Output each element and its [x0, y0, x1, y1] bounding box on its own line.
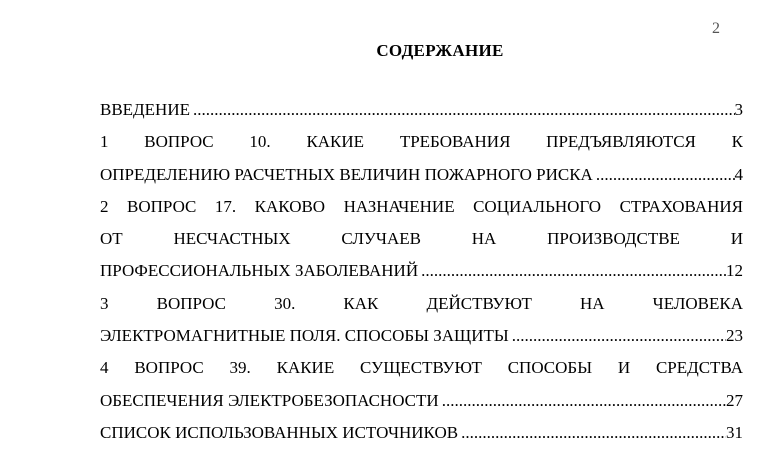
- toc-entry-title-line: 4 ВОПРОС 39. КАКИЕ СУЩЕСТВУЮТ СПОСОБЫ И СРЕДСТВА: [100, 358, 743, 378]
- dot-leader: [509, 320, 726, 352]
- toc-entry-references[interactable]: [100, 417, 743, 449]
- toc-entry-final-line: [100, 417, 743, 449]
- toc-entry-final-line: [100, 159, 743, 191]
- toc-page-number: 27: [726, 390, 743, 410]
- toc-entry-final-line: [100, 320, 743, 352]
- dot-leader: [418, 255, 726, 287]
- toc-entry-final-line: [100, 94, 743, 126]
- toc-entry-question-39[interactable]: [100, 352, 743, 417]
- toc-entry-question-17[interactable]: [100, 191, 743, 288]
- document-title: СОДЕРЖАНИЕ: [376, 41, 504, 60]
- toc-entry-introduction[interactable]: [100, 94, 743, 126]
- toc-entry-question-30[interactable]: [100, 288, 743, 353]
- table-of-contents: [100, 94, 743, 449]
- toc-entry-title-line: 1 ВОПРОС 10. КАКИЕ ТРЕБОВАНИЯ ПРЕДЪЯВЛЯЮТСЯ К: [100, 132, 743, 152]
- toc-entry-title: ЭЛЕКТРОМАГНИТНЫЕ ПОЛЯ. СПОСОБЫ ЗАЩИТЫ: [100, 326, 509, 346]
- dot-leader: [593, 159, 735, 191]
- toc-entry-title: ОБЕСПЕЧЕНИЯ ЭЛЕКТРОБЕЗОПАСНОСТИ: [100, 390, 439, 410]
- toc-entry-final-line: [100, 255, 743, 287]
- dot-leader: [458, 417, 726, 449]
- toc-page-number: 4: [734, 164, 743, 184]
- toc-page-number: 3: [734, 100, 743, 119]
- toc-entry-title: ПРОФЕССИОНАЛЬНЫХ ЗАБОЛЕВАНИЙ: [100, 261, 419, 281]
- toc-entry-title: ОПРЕДЕЛЕНИЮ РАСЧЕТНЫХ ВЕЛИЧИН ПОЖАРНОГО РИСКА: [100, 164, 593, 184]
- toc-entry-title: ВВЕДЕНИЕ: [100, 100, 190, 119]
- toc-page-number: 23: [726, 326, 743, 346]
- toc-entry-title-line: 3 ВОПРОС 30. КАК ДЕЙСТВУЮТ НА ЧЕЛОВЕКА: [100, 293, 743, 313]
- toc-entry-title-line: 2 ВОПРОС 17. КАКОВО НАЗНАЧЕНИЕ СОЦИАЛЬНОГО СТРАХОВАНИЯ: [100, 196, 743, 216]
- toc-page-number: 12: [726, 261, 743, 281]
- toc-entry-final-line: [100, 385, 743, 417]
- dot-leader: [190, 94, 735, 126]
- toc-entry-title: СПИСОК ИСПОЛЬЗОВАННЫХ ИСТОЧНИКОВ: [100, 422, 459, 442]
- dot-leader: [439, 385, 726, 417]
- toc-entry-question-10[interactable]: [100, 126, 743, 191]
- page-number: 2: [712, 20, 720, 37]
- toc-entry-title-line: ОТ НЕСЧАСТНЫХ СЛУЧАЕВ НА ПРОИЗВОДСТВЕ И: [100, 229, 743, 249]
- toc-page-number: 31: [726, 422, 743, 442]
